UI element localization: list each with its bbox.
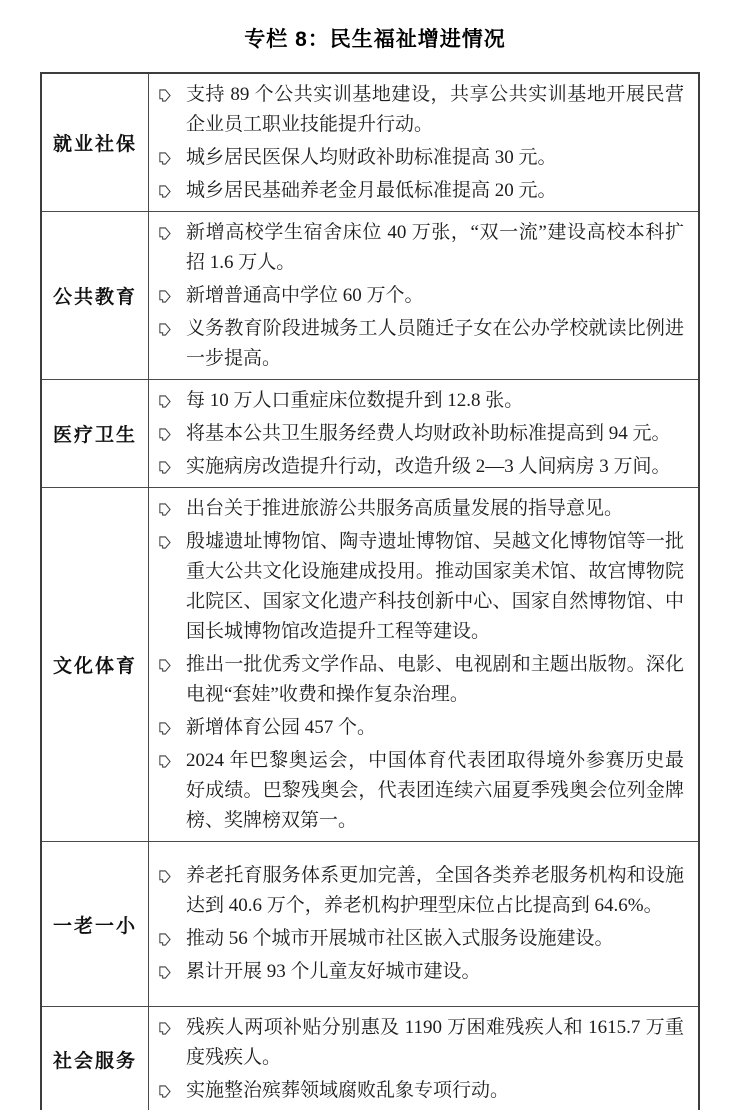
table-row — [42, 74, 698, 211]
items-cell — [149, 212, 698, 379]
list-item — [157, 494, 684, 524]
list-item — [157, 1013, 684, 1073]
item-text: 2024 年巴黎奥运会，中国体育代表团取得境外参赛历史最好成绩。巴黎残奥会，代表团连续六届夏季残奥会位列金牌榜、奖牌榜双第一。 — [186, 749, 684, 831]
item-text: 城乡居民医保人均财政补助标准提高 30 元。 — [186, 146, 557, 168]
items-cell — [149, 1007, 698, 1110]
item-text: 新增体育公园 457 个。 — [186, 716, 377, 738]
list-item — [157, 176, 684, 206]
list-item — [157, 924, 684, 954]
items-cell — [149, 842, 698, 1006]
item-text: 每 10 万人口重症床位数提升到 12.8 张。 — [186, 389, 524, 411]
right-arrow-outline-icon — [158, 869, 171, 884]
item-text: 支持 89 个公共实训基地建设，共享公共实训基地开展民营企业员工职业技能提升行动。 — [186, 83, 684, 135]
item-text: 新增高校学生宿舍床位 40 万张，“双一流”建设高校本科扩招 1.6 万人。 — [186, 221, 684, 273]
table-row — [42, 1006, 698, 1110]
item-text: 实施整治殡葬领域腐败乱象专项行动。 — [186, 1079, 510, 1101]
list-item — [157, 314, 684, 374]
right-arrow-outline-icon — [158, 721, 171, 736]
list-item — [157, 218, 684, 278]
right-arrow-outline-icon — [158, 535, 171, 550]
item-text: 累计开展 93 个儿童友好城市建设。 — [186, 961, 481, 982]
list-item — [157, 80, 684, 140]
panel-table — [40, 72, 700, 1110]
right-arrow-outline-icon — [158, 754, 171, 769]
table-row — [42, 841, 698, 1006]
items-cell — [149, 380, 698, 487]
list-item — [157, 650, 684, 710]
list-item — [157, 713, 684, 743]
right-arrow-outline-icon — [158, 965, 171, 980]
item-text: 推出一批优秀文学作品、电影、电视剧和主题出版物。深化电视“套娃”收费和操作复杂治理。 — [186, 653, 684, 705]
item-text: 残疾人两项补贴分别惠及 1190 万困难残疾人和 1615.7 万重度残疾人。 — [186, 1016, 684, 1068]
category-cell: 文化体育 — [42, 488, 149, 841]
table-row — [42, 211, 698, 379]
right-arrow-outline-icon — [158, 88, 171, 103]
item-text: 义务教育阶段进城务工人员随迁子女在公办学校就读比例进一步提高。 — [186, 317, 684, 369]
item-text: 将基本公共卫生服务经费人均财政补助标准提高到 94 元。 — [186, 422, 671, 444]
table-row — [42, 487, 698, 841]
right-arrow-outline-icon — [158, 184, 171, 199]
item-text: 养老托育服务体系更加完善，全国各类养老服务机构和设施达到 40.6 万个，养老机构护理型床位占比提高到 64.6%。 — [186, 865, 684, 916]
right-arrow-outline-icon — [158, 1084, 171, 1099]
item-text: 殷墟遗址博物馆、陶寺遗址博物馆、吴越文化博物馆等一批重大公共文化设施建成投用。推动国家美术馆、故宫博物院北院区、国家文化遗产科技创新中心、国家自然博物馆、中国长城博物馆改造提升工程等建设。 — [186, 530, 684, 642]
list-item — [157, 861, 684, 921]
items-cell — [149, 488, 698, 841]
item-text: 推动 56 个城市开展城市社区嵌入式服务设施建设。 — [186, 928, 614, 949]
right-arrow-outline-icon — [158, 658, 171, 673]
list-item — [157, 419, 684, 449]
category-cell: 一老一小 — [42, 842, 149, 1006]
list-item — [157, 143, 684, 173]
right-arrow-outline-icon — [158, 427, 171, 442]
item-text: 出台关于推进旅游公共服务高质量发展的指导意见。 — [186, 497, 624, 519]
category-cell: 公共教育 — [42, 212, 149, 379]
list-item — [157, 281, 684, 311]
list-item — [157, 386, 684, 416]
items-cell — [149, 74, 698, 211]
right-arrow-outline-icon — [158, 226, 171, 241]
right-arrow-outline-icon — [158, 394, 171, 409]
page-title: 专栏 8：民生福祉增进情况 — [244, 28, 506, 51]
list-item — [157, 1076, 684, 1106]
list-item — [157, 527, 684, 647]
item-text: 新增普通高中学位 60 万个。 — [186, 284, 424, 306]
category-cell: 医疗卫生 — [42, 380, 149, 487]
right-arrow-outline-icon — [158, 1021, 171, 1036]
item-text: 城乡居民基础养老金月最低标准提高 20 元。 — [186, 179, 557, 201]
list-item — [157, 746, 684, 836]
category-cell: 就业社保 — [42, 74, 149, 211]
right-arrow-outline-icon — [158, 322, 171, 337]
right-arrow-outline-icon — [158, 151, 171, 166]
list-item — [157, 452, 684, 482]
list-item — [157, 957, 684, 987]
right-arrow-outline-icon — [158, 460, 171, 475]
right-arrow-outline-icon — [158, 289, 171, 304]
table-row — [42, 379, 698, 487]
item-text: 实施病房改造提升行动，改造升级 2—3 人间病房 3 万间。 — [186, 455, 671, 477]
right-arrow-outline-icon — [158, 932, 171, 947]
right-arrow-outline-icon — [158, 502, 171, 517]
category-cell: 社会服务 — [42, 1007, 149, 1110]
